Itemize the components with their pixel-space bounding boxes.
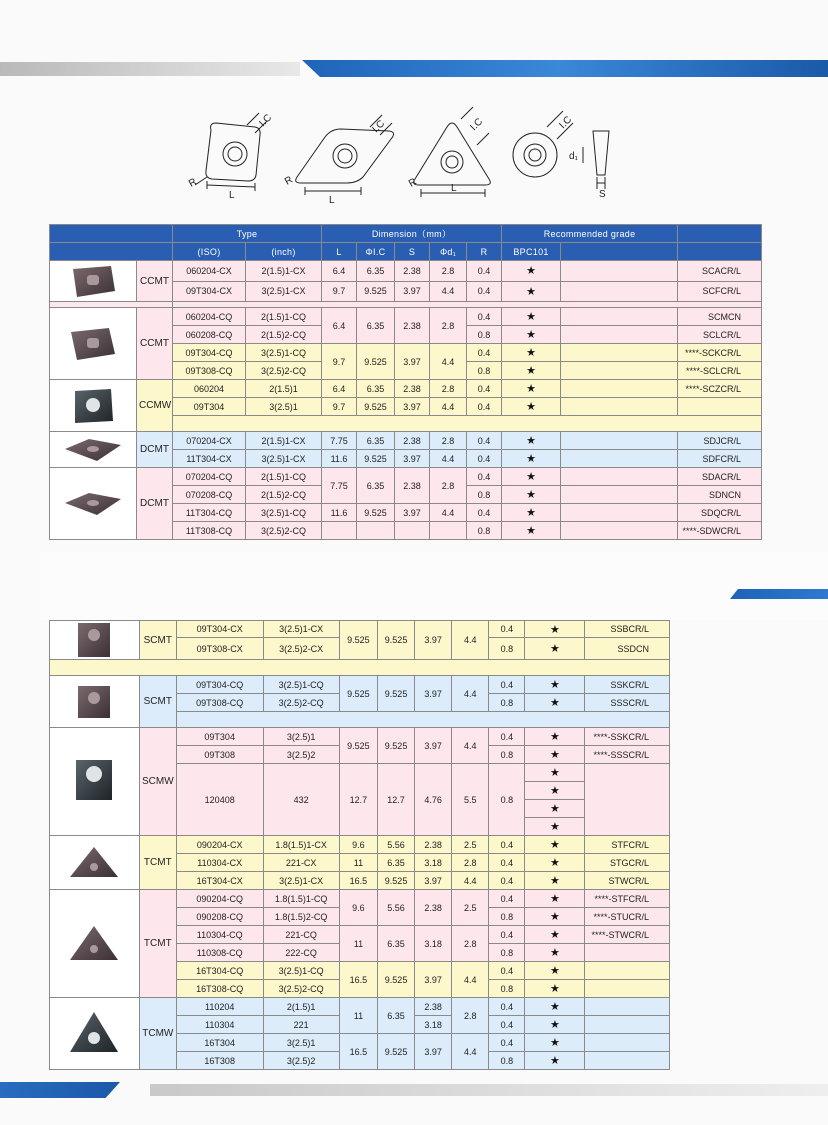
header-r: R [467,243,502,261]
table-row: TCMW 110204 2(1.5)1 11 6.35 2.38 2.8 0.4 ★ [50,998,670,1016]
holder-code: STGCR/L [585,854,670,872]
star-icon: ★ [525,980,585,998]
header-inch: (inch) [246,243,322,261]
diagram4-label-ic: I.C [557,114,575,132]
star-icon: ★ [502,344,561,362]
star-icon: ★ [525,1034,585,1052]
diagram3-label-ic: I.C [468,116,486,134]
table-row: 090208-CQ 1.8(1.5)2-CQ 0.8 ★ ****-STUCR/L [50,908,670,926]
table-row: 16T308 3(2.5)2 0.8 ★ [50,1052,670,1070]
header-l: L [322,243,357,261]
holder-code: SDACR/L [678,468,762,486]
type-name: TCMT [139,836,176,890]
holder-code: ****-SSKCR/L [585,728,670,746]
table-row: 09T304-CQ 3(2.5)1-CQ 9.7 9.525 3.97 4.4 0.4 ★ ****-SCKCR/L [50,344,762,362]
star-icon: ★ [525,890,585,908]
holder-code: SDJCR/L [678,432,762,450]
diagram3-label-r: R [407,176,419,190]
holder-code: SCMCN [678,308,762,326]
holder-code: ****-SSSCR/L [585,746,670,764]
table-row: 16T304-CQ 3(2.5)1-CQ 16.5 9.525 3.97 4.4 0.4 ★ [50,962,670,980]
insert-image-tcmt [50,836,140,890]
table-row: 060208-CQ 2(1.5)2-CQ 0.8 ★ SCLCR/L [50,326,762,344]
star-icon: ★ [525,836,585,854]
table-row: DCMT 070204-CQ 2(1.5)1-CQ 7.75 6.35 2.38 2.8 0.4 ★ SDACR/L [50,468,762,486]
header-type: Type [173,225,322,243]
header-ic: ΦI.C [357,243,395,261]
table-row: 09T308 3(2.5)2 0.8 ★ ****-SSSCR/L [50,746,670,764]
table-row: 09T308-CX 3(2.5)2-CX 0.8 ★ SSDCN [50,638,670,660]
table-row: TCMT 090204-CQ 1.8(1.5)1-CQ 9.6 5.56 2.38 2.5 0.4 ★ ****-STFCR/L [50,890,670,908]
table-row: 11T308-CQ 3(2.5)2-CQ 0.8 ★ ****-SDWCR/L [50,522,762,540]
star-icon: ★ [502,504,561,522]
diagram2-label-r: R [283,174,295,188]
star-icon: ★ [502,261,561,282]
table-row: CCMW 060204 2(1.5)1 6.4 6.35 2.38 2.8 0.4 ★ ****-SCZCR/L [50,380,762,398]
star-icon: ★ [525,962,585,980]
type-name: CCMT [137,308,173,380]
header-dimension: Dimension（mm） [322,225,502,243]
header-grade: BPC101 [502,243,561,261]
star-icon: ★ [525,782,585,800]
page-split-band [40,552,828,620]
header-decor-bar [0,60,828,77]
holder-code: SCLCR/L [678,326,762,344]
star-icon: ★ [525,621,585,638]
diagram4-label-s: S [599,189,606,200]
star-icon: ★ [525,638,585,660]
star-icon: ★ [525,676,585,694]
holder-code: SSBCR/L [585,621,670,638]
holder-code: SSKCR/L [585,676,670,694]
header-d1: Φd₁ [430,243,467,261]
holder-code: ****-SCLCR/L [678,362,762,380]
star-icon: ★ [502,432,561,450]
star-icon: ★ [502,281,561,302]
insert-image-tcmw [50,998,140,1070]
table-row: 070208-CQ 2(1.5)2-CQ 0.8 ★ SDNCN [50,486,762,504]
diagram-label-l: L [229,190,235,201]
header-iso: (ISO) [173,243,246,261]
star-icon: ★ [502,398,561,416]
holder-code: SDFCR/L [678,450,762,468]
table-row: CCMT 060204-CX 2(1.5)1-CX 6.4 6.35 2.38 2.8 0.4 ★ SCACR/L [50,261,762,282]
split-decor-bar [730,589,828,599]
holder-code: ****-SDWCR/L [678,522,762,540]
insert-spec-table-top [49,224,762,540]
type-name: SCMT [139,621,176,660]
diagram-rhombic-80 [195,113,267,191]
holder-code: SCACR/L [678,261,762,282]
table-row: CCMT 060204-CQ 2(1.5)1-CQ 6.4 6.35 2.38 2.8 0.4 ★ SCMCN [50,308,762,326]
insert-image-ccmt [50,261,137,302]
star-icon: ★ [525,908,585,926]
star-icon: ★ [502,326,561,344]
table-row: 110308-CQ 222-CQ 0.8 ★ [50,944,670,962]
star-icon: ★ [525,764,585,782]
table-row: DCMT 070204-CX 2(1.5)1-CX 7.75 6.35 2.38 2.8 0.4 ★ SDJCR/L [50,432,762,450]
type-name: CCMT [137,261,173,302]
footer-decor-bar [0,1082,828,1098]
star-icon: ★ [502,450,561,468]
table-row: 09T308-CQ 3(2.5)2-CQ 0.8 ★ SSSCR/L [50,694,670,712]
table-row: 120408 432 12.7 12.7 4.76 5.5 0.8 ★ [50,764,670,782]
diagram2-label-l: L [329,195,335,205]
header-recommended: Recommended grade [502,225,678,243]
holder-code: STWCR/L [585,872,670,890]
type-name: SCMW [139,728,176,836]
insert-geometry-diagrams [185,105,635,205]
star-icon: ★ [502,468,561,486]
holder-code [678,398,762,416]
holder-code: STFCR/L [585,836,670,854]
table-row: SCMT 09T304-CX 3(2.5)1-CX 9.525 9.525 3.97 4.4 0.4 ★ SSBCR/L [50,621,670,638]
table-row: 110304 221 3.18 0.4 ★ [50,1016,670,1034]
diagram2-label-ic: I.C [370,118,388,136]
table-row: TCMT 090204-CX 1.8(1.5)1-CX 9.6 5.56 2.38 2.5 0.4 ★ STFCR/L [50,836,670,854]
type-name: SCMT [139,676,176,728]
holder-code: SDNCN [678,486,762,504]
type-name: TCMT [139,890,176,998]
table-row: 09T304-CX 3(2.5)1-CX 9.7 9.525 3.97 4.4 0.4 ★ SCFCR/L [50,281,762,302]
star-icon: ★ [525,800,585,818]
insert-image-ccmt-cq [50,308,137,380]
type-name: TCMW [139,998,176,1070]
table-row: 110304-CQ 221-CQ 11 6.35 3.18 2.8 0.4 ★ ****-STWCR/L [50,926,670,944]
header-s: S [395,243,430,261]
holder-code: SSDCN [585,638,670,660]
table-row: 16T308-CQ 3(2.5)2-CQ 0.8 ★ [50,980,670,998]
table-row: 09T308-CQ 3(2.5)2-CQ 0.8 ★ ****-SCLCR/L [50,362,762,380]
holder-code: SCFCR/L [678,281,762,302]
diagram4-label-d1: d₁ [569,151,578,162]
insert-image-scmw [50,728,140,836]
holder-code: SSSCR/L [585,694,670,712]
holder-code: ****-SCZCR/L [678,380,762,398]
star-icon: ★ [502,486,561,504]
insert-image-ccmw [50,380,137,432]
diagram-label-r: R [187,176,199,190]
star-icon: ★ [525,872,585,890]
holder-code [585,962,670,980]
table-row: 16T304 3(2.5)1 16.5 9.525 3.97 4.4 0.4 ★ [50,1034,670,1052]
type-name: DCMT [137,468,173,540]
type-name: CCMW [137,380,173,432]
star-icon: ★ [525,998,585,1016]
star-icon: ★ [525,694,585,712]
star-icon: ★ [502,522,561,540]
star-icon: ★ [525,926,585,944]
type-name: DCMT [137,432,173,468]
star-icon: ★ [502,308,561,326]
table-row: 110304-CX 221-CX 11 6.35 3.18 2.8 0.4 ★ STGCR/L [50,854,670,872]
table-row: SCMW 09T304 3(2.5)1 9.525 9.525 3.97 4.4 0.4 ★ ****-SSKCR/L [50,728,670,746]
star-icon: ★ [502,380,561,398]
diagram3-label-l: L [451,183,457,194]
diagram-label-ic: I.C [257,112,275,130]
star-icon: ★ [525,1052,585,1070]
star-icon: ★ [525,854,585,872]
table-row: SCMT 09T304-CQ 3(2.5)1-CQ 9.525 9.525 3.97 4.4 0.4 ★ SSKCR/L [50,676,670,694]
star-icon: ★ [525,728,585,746]
table-row: 11T304-CX 3(2.5)1-CX 11.6 9.525 3.97 4.4 0.4 ★ SDFCR/L [50,450,762,468]
holder-code [585,944,670,962]
star-icon: ★ [525,1016,585,1034]
insert-image-scmt-cq [50,676,140,728]
insert-image-dcmt [50,432,137,468]
insert-image-tcmt-cq [50,890,140,998]
star-icon: ★ [525,818,585,836]
holder-code: ****-STWCR/L [585,926,670,944]
holder-code: ****-STUCR/L [585,908,670,926]
table-row: 09T304 3(2.5)1 9.7 9.525 3.97 4.4 0.4 ★ [50,398,762,416]
holder-code: ****-STFCR/L [585,890,670,908]
insert-image-dcmt-cq [50,468,137,540]
holder-code: SDQCR/L [678,504,762,522]
holder-code: ****-SCKCR/L [678,344,762,362]
table-row: 11T304-CQ 3(2.5)1-CQ 11.6 9.525 3.97 4.4 0.4 ★ SDQCR/L [50,504,762,522]
insert-image-scmt [50,621,140,660]
star-icon: ★ [525,944,585,962]
holder-code [585,980,670,998]
star-icon: ★ [502,362,561,380]
star-icon: ★ [525,746,585,764]
insert-spec-table-bottom [49,620,670,1070]
table-row: 16T304-CX 3(2.5)1-CX 16.5 9.525 3.97 4.4 0.4 ★ STWCR/L [50,872,670,890]
